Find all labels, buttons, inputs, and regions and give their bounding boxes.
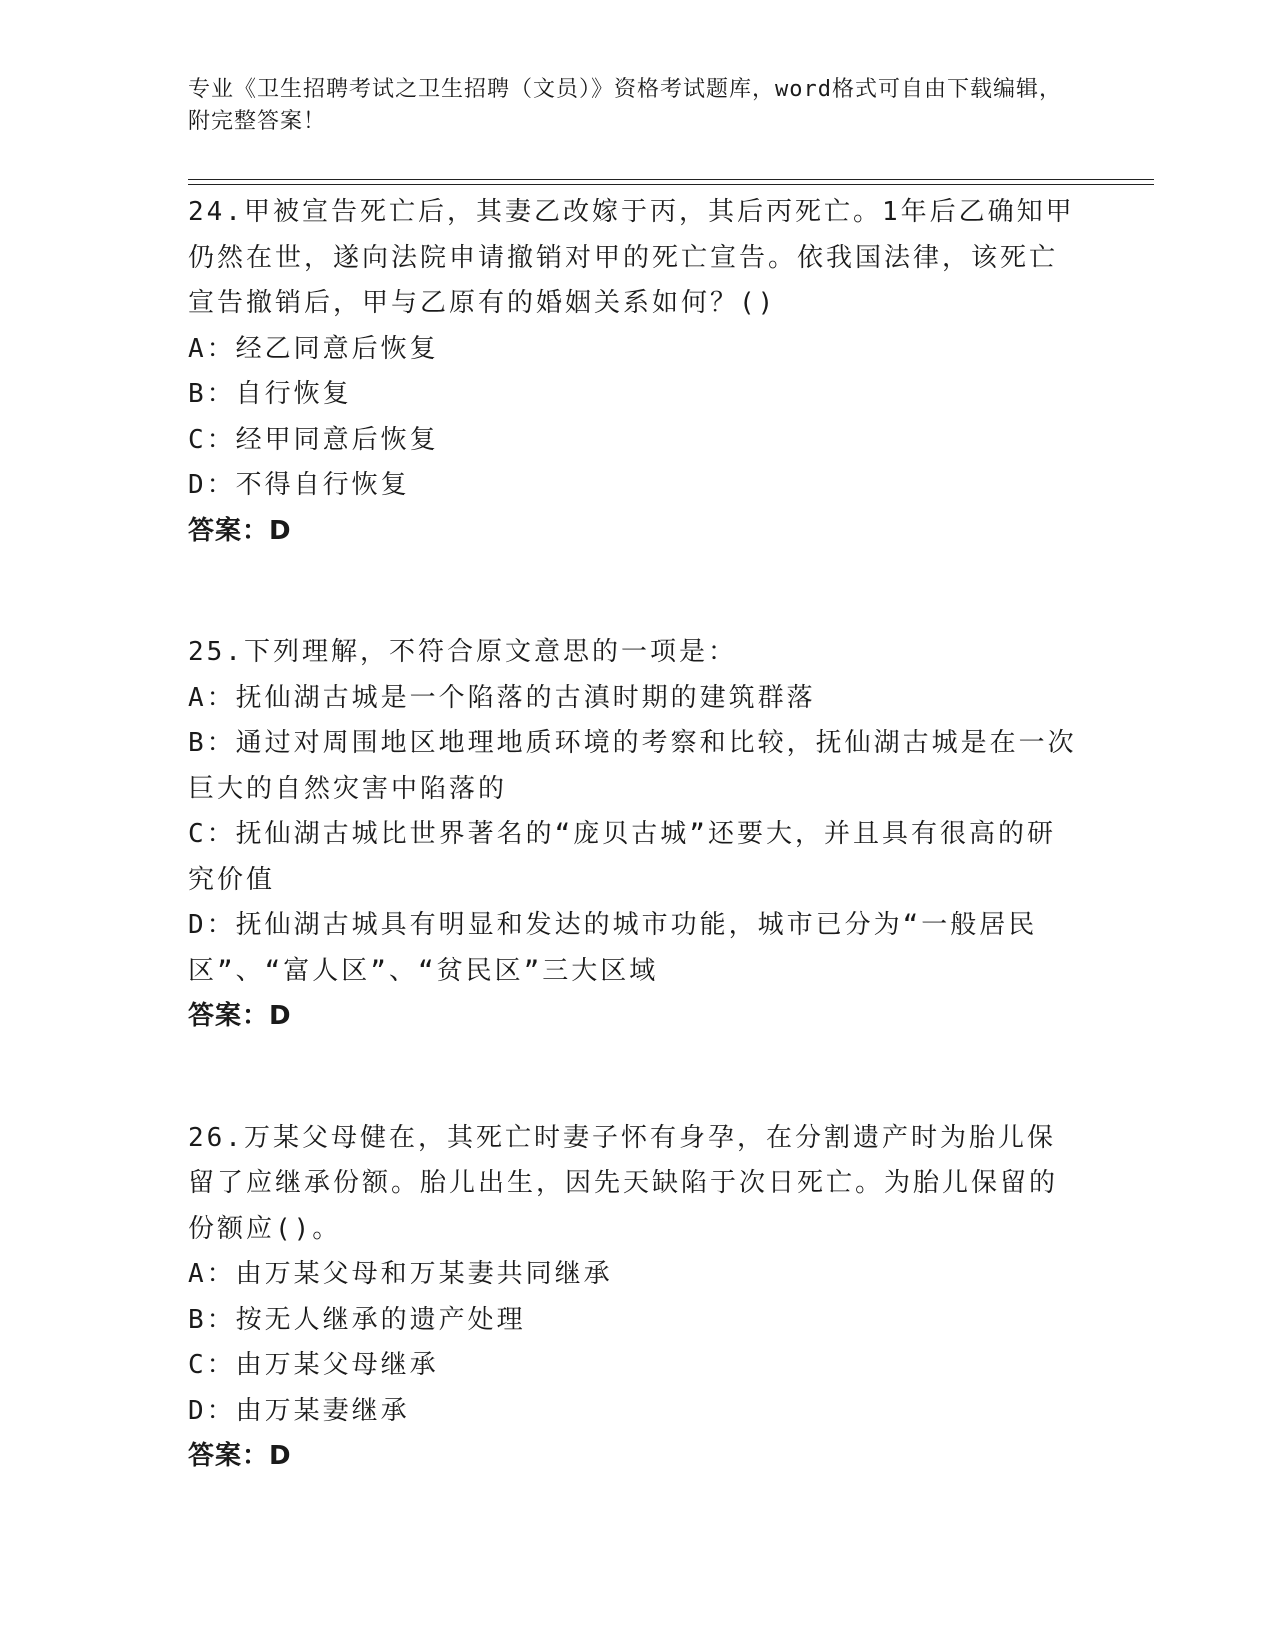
option-d: D：不得自行恢复 <box>188 470 410 500</box>
option-a: A：抚仙湖古城是一个陷落的古滇时期的建筑群落 <box>188 682 816 713</box>
option-b: B：通过对周围地区地理地质环境的考察和比较，抚仙湖古城是在一次巨大的自然灾害中陷落的 <box>188 728 1077 804</box>
option-c: C：由万某父母继承 <box>188 1350 439 1380</box>
header-rule-top <box>188 179 1154 180</box>
question-list <box>188 190 1078 1556</box>
option-b: B：按无人继承的遗产处理 <box>188 1304 526 1335</box>
question-text: 25.下列理解，不符合原文意思的一项是： <box>188 637 737 667</box>
question-text: 24.甲被宣告死亡后，其妻乙改嫁于丙，其后丙死亡。1年后乙确知甲仍然在世，遂向法院申请撤销对甲的死亡宣告。依我国法律，该死亡宣告撤销后，甲与乙原有的婚姻关系如何？() <box>188 197 1075 318</box>
question-text: 26.万某父母健在，其死亡时妻子怀有身孕，在分割遗产时为胎儿保留了应继承份额。胎儿出生，因先天缺陷于次日死亡。为胎儿保留的份额应()。 <box>188 1122 1059 1244</box>
option-c: C：经甲同意后恢复 <box>188 424 439 455</box>
question-26 <box>188 1116 1078 1480</box>
option-d: D：由万某妻继承 <box>188 1395 410 1426</box>
option-c: C：抚仙湖古城比世界著名的“庞贝古城”还要大，并且具有很高的研究价值 <box>188 819 1056 895</box>
question-24 <box>188 190 1078 554</box>
option-d: D：抚仙湖古城具有明显和发达的城市功能，城市已分为“一般居民区”、“富人区”、“贫民区”三大区域 <box>188 910 1038 986</box>
document-header: 专业《卫生招聘考试之卫生招聘（文员）》资格考试题库，word格式可自由下载编辑，附完整答案！ <box>188 77 1062 134</box>
answer: 答案：D <box>188 515 292 546</box>
option-a: A：由万某父母和万某妻共同继承 <box>188 1259 613 1289</box>
option-a: A：经乙同意后恢复 <box>188 333 439 364</box>
answer: 答案：D <box>188 1441 292 1471</box>
option-b: B：自行恢复 <box>188 379 352 409</box>
header-rule-bottom <box>188 184 1154 185</box>
answer: 答案：D <box>188 1001 292 1031</box>
question-25 <box>188 630 1078 1040</box>
